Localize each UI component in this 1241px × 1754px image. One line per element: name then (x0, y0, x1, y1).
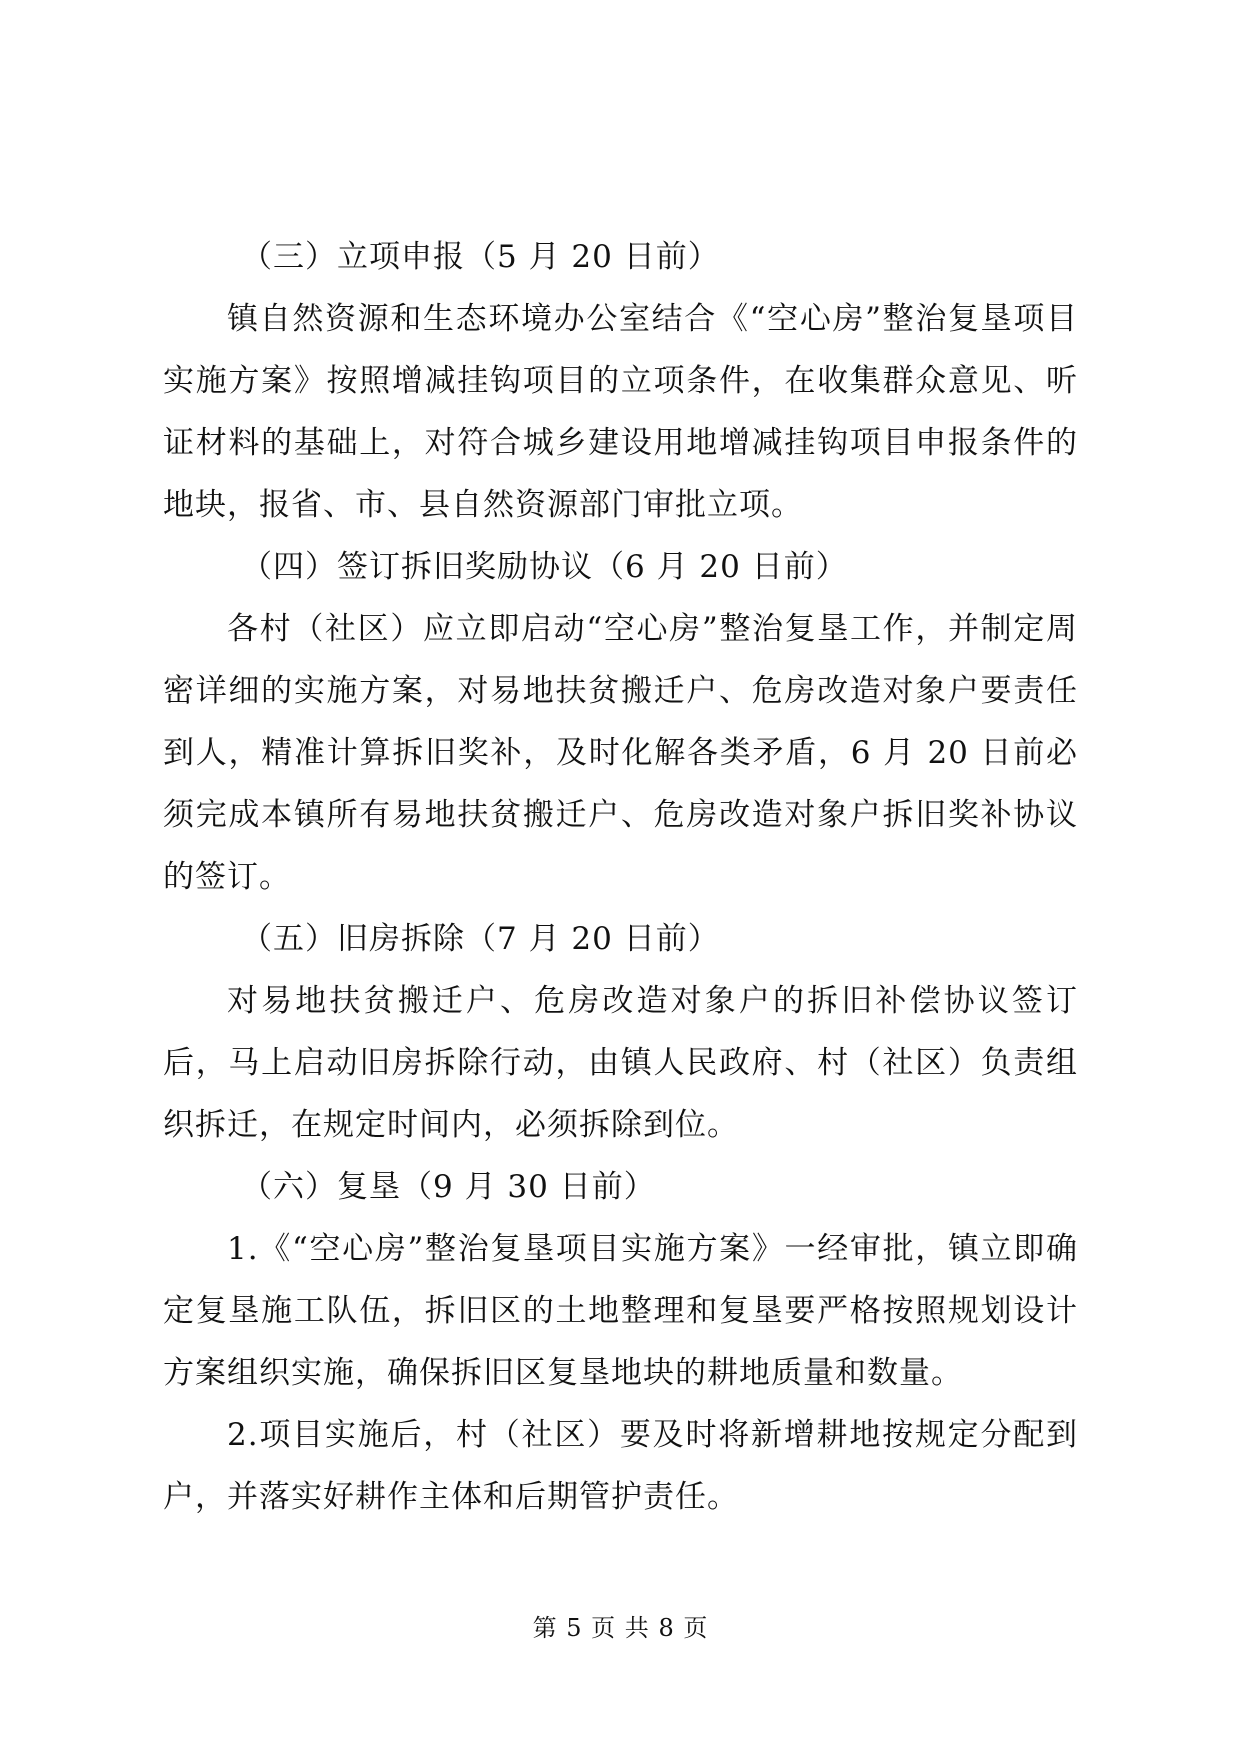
section-heading-3: （三）立项申报（5 月 20 日前） (241, 239, 720, 275)
page-footer: 第 5 页 共 8 页 (532, 1614, 709, 1642)
section-5-paragraph-1: 对易地扶贫搬迁户、危房改造对象户的拆旧补偿协议签订后，马上启动旧房拆除行动，由镇人民政府、村（社区）负责组织拆迁，在规定时间内，必须拆除到位。 (163, 983, 1078, 1143)
section-heading-4: （四）签订拆旧奖励协议（6 月 20 日前） (241, 549, 848, 585)
section-heading-5: （五）旧房拆除（7 月 20 日前） (241, 921, 720, 957)
section-6-paragraph-1: 1.《“空心房”整治复垦项目实施方案》一经审批，镇立即确定复垦施工队伍，拆旧区的土地整理和复垦要严格按照规划设计方案组织实施，确保拆旧区复垦地块的耕地质量和数量。 (163, 1231, 1078, 1391)
section-4-paragraph-1: 各村（社区）应立即启动“空心房”整治复垦工作，并制定周密详细的实施方案，对易地扶贫搬迁户、危房改造对象户要责任到人，精准计算拆旧奖补，及时化解各类矛盾，6 月 20 日前必须完成本镇所有易地扶贫搬迁户、危房改造对象户拆旧奖补协议的签订。 (163, 611, 1078, 895)
document-body (163, 226, 1078, 1528)
section-3-paragraph-1: 镇自然资源和生态环境办公室结合《“空心房”整治复垦项目实施方案》按照增减挂钩项目的立项条件，在收集群众意见、听证材料的基础上，对符合城乡建设用地增减挂钩项目申报条件的地块，报省、市、县自然资源部门审批立项。 (163, 301, 1078, 523)
section-6-paragraph-2: 2.项目实施后，村（社区）要及时将新增耕地按规定分配到户，并落实好耕作主体和后期管护责任。 (163, 1417, 1078, 1515)
section-heading-6: （六）复垦（9 月 30 日前） (241, 1169, 656, 1205)
